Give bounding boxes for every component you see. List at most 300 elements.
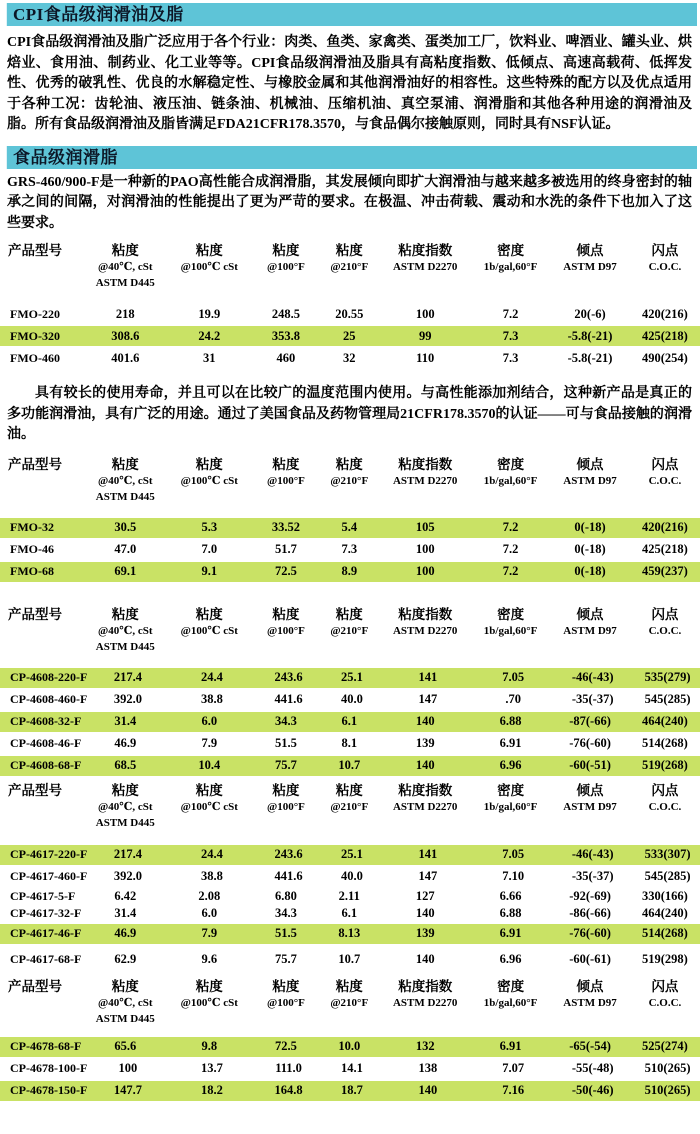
column-header [85, 242, 166, 291]
value-cell: 31.4 [114, 714, 137, 728]
table-header-row [0, 978, 700, 1027]
column-header [85, 782, 166, 831]
value-cell: 6.1 [341, 714, 358, 728]
value-cell: 7.05 [502, 847, 525, 861]
value-cell: 7.0 [201, 542, 218, 556]
column-header [166, 242, 253, 275]
value-cell: 51.5 [274, 926, 297, 940]
column-header-line: 闪点 [651, 606, 679, 622]
column-header-line: 1b/gal,60°F [483, 996, 538, 1009]
value-cell: 6.91 [499, 736, 522, 750]
column-header-line: C.O.C. [648, 800, 682, 813]
value-cell: 7.3 [502, 328, 519, 343]
value-cell: 6.42 [114, 888, 137, 903]
column-header-line: 粘度 [111, 978, 139, 994]
value-cell: 6.0 [201, 714, 218, 728]
value-cell: 46.9 [114, 926, 137, 940]
column-header [630, 978, 700, 1011]
value-cell: 0(-18) [574, 542, 606, 556]
column-header [379, 782, 471, 815]
value-cell: 425(218) [642, 328, 688, 343]
column-header [85, 606, 166, 655]
product-model-cell: CP-4617-5-F [10, 888, 76, 903]
value-cell: 392.0 [113, 692, 142, 706]
value-cell: 139 [415, 736, 435, 750]
column-header-line: C.O.C. [648, 996, 682, 1009]
value-cell: 441.6 [274, 869, 303, 883]
value-cell: 38.8 [200, 692, 223, 706]
value-cell: -35(-37) [571, 869, 614, 883]
value-cell: 6.91 [499, 926, 522, 940]
value-cell: 330(166) [642, 888, 688, 903]
column-header-line: @210°F [330, 996, 369, 1009]
value-cell: 127 [415, 888, 435, 903]
value-cell: 75.7 [274, 952, 297, 966]
column-header-line: 倾点 [576, 243, 604, 258]
value-cell: 2.08 [198, 888, 221, 903]
column-header [0, 242, 85, 259]
value-cell: 51.7 [274, 542, 297, 556]
value-cell: 7.2 [502, 306, 519, 321]
value-cell: 535(279) [644, 670, 691, 684]
table-rows [0, 668, 700, 776]
value-cell: 353.8 [271, 328, 300, 343]
column-header [550, 782, 630, 815]
value-cell: 24.2 [198, 328, 221, 343]
column-header-line: 粘度指数 [398, 782, 453, 798]
value-cell: 147 [418, 692, 438, 706]
table-header-row [0, 606, 700, 655]
value-cell: -60(-51) [569, 758, 611, 772]
value-cell: 138 [418, 1061, 438, 1075]
value-cell: 6.80 [274, 888, 297, 903]
value-cell: 441.6 [274, 692, 303, 706]
value-cell: 40.0 [340, 692, 363, 706]
value-cell: 72.5 [274, 1039, 297, 1053]
value-cell: 18.2 [200, 1083, 223, 1097]
value-cell: 110 [416, 350, 435, 365]
column-header-line: @100°F [266, 474, 305, 487]
value-cell: 25 [343, 328, 356, 343]
value-cell: 218 [115, 306, 135, 321]
value-cell: 100 [118, 1061, 138, 1075]
table-rows [0, 1037, 700, 1101]
table-row [0, 889, 700, 904]
column-header-line: ASTM D445 [95, 277, 155, 289]
table-header-row [0, 242, 700, 291]
column-header [319, 242, 379, 275]
value-cell: 100 [415, 542, 435, 556]
column-header-line: 粘度指数 [398, 243, 453, 258]
value-cell: 140 [415, 905, 435, 920]
column-header [471, 456, 550, 489]
value-cell: 6.66 [499, 888, 522, 903]
value-cell: -76(-60) [569, 736, 611, 750]
column-header-line: @100°F [266, 624, 305, 637]
column-header-line: 粘度 [335, 782, 363, 798]
value-cell: 24.4 [200, 670, 223, 684]
value-cell: 68.5 [114, 758, 137, 772]
table-rows [0, 304, 700, 368]
column-header-line: 密度 [497, 978, 525, 994]
column-header-line: 产品型号 [8, 978, 62, 994]
column-header [0, 606, 85, 623]
value-cell: 7.3 [341, 542, 358, 556]
column-header-line: 密度 [497, 782, 525, 798]
column-header-line: 粘度 [195, 606, 223, 622]
value-cell: 38.8 [200, 869, 223, 883]
column-header-line: 产品型号 [8, 243, 62, 258]
column-header [630, 242, 700, 275]
product-table-fmo-heavy [0, 242, 700, 368]
column-header-line: 闪点 [651, 782, 679, 798]
section-title-oils: CPI食品级润滑油及脂 [13, 5, 184, 24]
intro-paragraph: CPI食品级润滑油及脂广泛应用于各个行业：肉类、鱼类、家禽类、蛋类加工厂，饮料业、啤酒业、罐头业、烘焙业、食用油、制药业、化工业等等。CPI食品级润滑油及脂具有高粘度指数、低倾点、高速高载荷、低挥发性、优秀的破乳性、优良的水解稳定性、与橡胶金属和其他润滑油好的相容性。这些特殊的配方以及优点适用于各种工况：齿轮油、液压油、链条油、机械油、压缩机油、真空泵浦、润滑脂和其他各种用途的润滑油及脂。所有食品级润滑油及脂皆满足FDA21CFR178.3570，与食品偶尔接触原则，同时具有NSF认证。 [7, 35, 692, 132]
value-cell: 7.2 [502, 542, 519, 556]
column-header-line: @100℃ cSt [180, 624, 238, 637]
value-cell: 140 [415, 952, 435, 966]
value-cell: 47.0 [114, 542, 137, 556]
column-header-line: 粘度 [272, 456, 300, 472]
value-cell: 46.9 [114, 736, 137, 750]
value-cell: 217.4 [113, 670, 142, 684]
table-rows [0, 845, 700, 970]
column-header-line: @100℃ cSt [180, 800, 238, 813]
value-cell: 34.3 [274, 714, 297, 728]
column-header [319, 456, 379, 489]
product-model-cell: FMO-32 [10, 520, 54, 534]
column-header-line: ASTM D445 [95, 640, 155, 653]
column-header-line: @40℃, cSt [97, 800, 153, 813]
column-header-line: 粘度 [272, 978, 300, 994]
column-header-line: 粘度 [335, 978, 363, 994]
value-cell: -50(-46) [571, 1083, 614, 1097]
column-header-line: 粘度 [195, 978, 223, 994]
value-cell: 140 [415, 714, 435, 728]
table-header-row [0, 782, 700, 831]
value-cell: 464(240) [642, 714, 688, 728]
column-header [253, 456, 320, 489]
product-model-cell: FMO-460 [10, 350, 60, 365]
value-cell: 65.6 [114, 1039, 137, 1053]
column-header-line: 粘度 [195, 456, 223, 472]
value-cell: 490(254) [642, 350, 688, 365]
column-header-line: 粘度 [335, 456, 363, 472]
value-cell: 7.16 [502, 1083, 525, 1097]
value-cell: 100 [415, 306, 435, 321]
product-table-cp4608 [0, 606, 700, 776]
value-cell: 10.7 [338, 952, 361, 966]
column-header-line: 1b/gal,60°F [483, 800, 538, 813]
column-header [550, 242, 630, 275]
table-row [0, 924, 700, 944]
column-header-line: 产品型号 [8, 782, 62, 798]
column-header-line: ASTM D97 [563, 261, 617, 273]
mid-paragraph: 具有较长的使用寿命，并且可以在比较广的温度范围内使用。与高性能添加剂结合，这种新产品是真正的多功能润滑油，具有广泛的用途。通过了美国食品及药物管理局21CFR178.3570的认证——可与食品接触的润滑油。 [7, 386, 692, 442]
value-cell: 25.1 [340, 670, 363, 684]
column-header-line: 闪点 [651, 978, 679, 994]
column-header-line: ASTM D2270 [392, 800, 458, 813]
column-header-line: ASTM D97 [563, 624, 617, 637]
table-row [0, 304, 700, 324]
value-cell: 514(268) [642, 926, 688, 940]
column-header [85, 978, 166, 1027]
value-cell: 519(268) [642, 758, 688, 772]
product-model-cell: CP-4608-32-F [10, 714, 82, 728]
column-header [319, 978, 379, 1011]
value-cell: 10.4 [198, 758, 221, 772]
column-header-line: @210°F [330, 624, 369, 637]
column-header-line: 1b/gal,60°F [483, 624, 538, 637]
value-cell: 510(265) [644, 1061, 691, 1075]
table-row [0, 326, 700, 346]
value-cell: 545(285) [644, 692, 691, 706]
column-header-line: 粘度 [335, 606, 363, 622]
product-model-cell: CP-4608-460-F [10, 692, 88, 706]
column-header-line: 倾点 [576, 456, 604, 472]
value-cell: 519(298) [642, 952, 688, 966]
value-cell: 401.6 [111, 350, 140, 365]
value-cell: 6.91 [499, 1039, 522, 1053]
value-cell: 420(216) [642, 306, 688, 321]
value-cell: 7.9 [201, 926, 218, 940]
value-cell: 525(274) [642, 1039, 688, 1053]
column-header-line: C.O.C. [648, 261, 682, 273]
table-row [0, 668, 700, 688]
value-cell: 459(237) [642, 564, 688, 578]
column-header-line: 闪点 [651, 456, 679, 472]
value-cell: 9.8 [201, 1039, 218, 1053]
column-header-line: @210°F [330, 261, 369, 273]
value-cell: 30.5 [114, 520, 137, 534]
value-cell: 75.7 [274, 758, 297, 772]
value-cell: -87(-66) [569, 714, 611, 728]
column-header-line: 产品型号 [8, 456, 62, 472]
value-cell: -60(-61) [569, 952, 611, 966]
table-row [0, 867, 700, 887]
value-cell: 51.5 [274, 736, 297, 750]
value-cell: 0(-18) [574, 564, 606, 578]
column-header-line: 产品型号 [8, 606, 62, 622]
column-header-line: @40℃, cSt [97, 474, 153, 487]
value-cell: 13.7 [200, 1061, 223, 1075]
column-header [379, 978, 471, 1011]
column-header-line: ASTM D2270 [392, 261, 458, 273]
value-cell: 510(265) [644, 1083, 691, 1097]
table-row [0, 1059, 700, 1079]
column-header [550, 606, 630, 639]
column-header [0, 978, 85, 995]
column-header-line: 1b/gal,60°F [483, 261, 538, 273]
column-header-line: ASTM D97 [563, 800, 617, 813]
column-header-line: 粘度 [111, 243, 139, 258]
table-header-row [0, 456, 700, 505]
table-row [0, 712, 700, 732]
column-header [253, 606, 320, 639]
value-cell: 420(216) [642, 520, 688, 534]
column-header-line: @40℃, cSt [97, 261, 153, 273]
value-cell: 25.1 [340, 847, 363, 861]
product-model-cell: CP-4608-220-F [10, 670, 88, 684]
product-table-cp4617 [0, 782, 700, 970]
table-row [0, 734, 700, 754]
product-model-cell: FMO-68 [10, 564, 54, 578]
column-header [166, 606, 253, 639]
value-cell: 5.3 [201, 520, 218, 534]
value-cell: 31.4 [114, 905, 137, 920]
table-row [0, 845, 700, 865]
product-model-cell: CP-4678-100-F [10, 1061, 88, 1075]
column-header-line: @100℃ cSt [180, 261, 238, 273]
table-row [0, 562, 700, 582]
value-cell: 545(285) [644, 869, 691, 883]
column-header [471, 242, 550, 275]
column-header-line: 粘度 [111, 606, 139, 622]
value-cell: 141 [418, 847, 438, 861]
column-header-line: 倾点 [576, 606, 604, 622]
value-cell: 217.4 [113, 847, 142, 861]
value-cell: 164.8 [274, 1083, 303, 1097]
value-cell: 392.0 [113, 869, 142, 883]
column-header-line: 粘度 [111, 782, 139, 798]
column-header-line: 粘度指数 [398, 978, 453, 994]
column-header [471, 606, 550, 639]
column-header [630, 782, 700, 815]
value-cell: 34.3 [274, 905, 297, 920]
column-header-line: 粘度 [195, 243, 223, 258]
value-cell: 147.7 [113, 1083, 142, 1097]
product-model-cell: CP-4608-46-F [10, 736, 82, 750]
product-model-cell: FMO-320 [10, 328, 60, 343]
column-header-line: 1b/gal,60°F [483, 474, 538, 487]
column-header [85, 456, 166, 505]
value-cell: 6.88 [499, 714, 522, 728]
column-header-line: ASTM D445 [95, 1012, 155, 1025]
value-cell: .70 [505, 692, 522, 706]
value-cell: 0(-18) [574, 520, 606, 534]
column-header [253, 978, 320, 1011]
value-cell: 460 [276, 350, 296, 365]
column-header-line: 倾点 [576, 978, 604, 994]
table-row [0, 906, 700, 921]
column-header-line: @40℃, cSt [97, 996, 153, 1009]
value-cell: 111.0 [275, 1061, 302, 1075]
value-cell: 20.55 [335, 306, 364, 321]
product-model-cell: FMO-220 [10, 306, 60, 321]
value-cell: 139 [415, 926, 435, 940]
value-cell: -5.8(-21) [567, 328, 613, 343]
column-header-line: @100°F [266, 996, 305, 1009]
value-cell: 140 [418, 1083, 438, 1097]
value-cell: 243.6 [274, 847, 303, 861]
column-header [379, 606, 471, 639]
column-header [253, 782, 320, 815]
product-model-cell: CP-4617-32-F [10, 905, 82, 920]
value-cell: 533(307) [644, 847, 691, 861]
column-header [166, 978, 253, 1011]
column-header [630, 606, 700, 639]
column-header-line: @100°F [266, 261, 305, 273]
column-header-line: 倾点 [576, 782, 604, 798]
value-cell: 132 [415, 1039, 435, 1053]
value-cell: 514(268) [642, 736, 688, 750]
column-header-line: @40℃, cSt [97, 624, 153, 637]
column-header [0, 782, 85, 799]
product-model-cell: CP-4678-150-F [10, 1083, 88, 1097]
column-header [550, 456, 630, 489]
column-header-line: 密度 [497, 606, 525, 622]
value-cell: 6.96 [499, 952, 522, 966]
column-header-line: ASTM D445 [95, 816, 155, 829]
product-table-cp4678 [0, 978, 700, 1101]
column-header-line: 粘度 [335, 243, 363, 258]
value-cell: 243.6 [274, 670, 303, 684]
column-header [471, 782, 550, 815]
value-cell: -35(-37) [571, 692, 614, 706]
value-cell: 7.07 [502, 1061, 525, 1075]
value-cell: -5.8(-21) [567, 350, 613, 365]
value-cell: 308.6 [111, 328, 140, 343]
column-header-line: 密度 [497, 456, 525, 472]
value-cell: -76(-60) [569, 926, 611, 940]
table-row [0, 690, 700, 710]
value-cell: 6.1 [341, 905, 358, 920]
value-cell: -86(-66) [569, 905, 611, 920]
value-cell: 40.0 [340, 869, 363, 883]
value-cell: 62.9 [114, 952, 137, 966]
column-header-line: 粘度 [111, 456, 139, 472]
value-cell: 248.5 [271, 306, 300, 321]
value-cell: 7.05 [502, 670, 525, 684]
table-row [0, 540, 700, 560]
product-model-cell: CP-4617-68-F [10, 952, 82, 966]
section-header-bar-oils [6, 3, 697, 26]
value-cell: -46(-43) [571, 670, 614, 684]
value-cell: 99 [418, 328, 432, 343]
value-cell: 69.1 [114, 564, 137, 578]
table-row [0, 518, 700, 538]
value-cell: 33.52 [271, 520, 300, 534]
column-header-line: @210°F [330, 474, 369, 487]
section-title-grease: 食品级润滑脂 [13, 147, 118, 167]
value-cell: 31 [203, 350, 216, 365]
column-header [166, 782, 253, 815]
table-row [0, 950, 700, 970]
value-cell: 7.2 [502, 520, 519, 534]
value-cell: 7.9 [201, 736, 218, 750]
column-header [379, 242, 471, 275]
value-cell: -92(-69) [569, 888, 611, 903]
column-header-line: ASTM D97 [563, 474, 617, 487]
column-header-line: 粘度 [272, 606, 300, 622]
column-header-line: @100℃ cSt [180, 996, 238, 1009]
column-header [253, 242, 320, 275]
product-model-cell: CP-4617-460-F [10, 869, 88, 883]
column-header [319, 782, 379, 815]
value-cell: 7.3 [502, 350, 519, 365]
table-rows [0, 518, 700, 582]
value-cell: 6.96 [499, 758, 522, 772]
value-cell: 32 [343, 350, 356, 365]
column-header-line: 粘度 [272, 782, 300, 798]
column-header [550, 978, 630, 1011]
column-header [379, 456, 471, 489]
value-cell: 24.4 [200, 847, 223, 861]
product-model-cell: CP-4678-68-F [10, 1039, 82, 1053]
value-cell: 140 [415, 758, 435, 772]
value-cell: 2.11 [338, 888, 360, 903]
column-header-line: @100℃ cSt [180, 474, 238, 487]
